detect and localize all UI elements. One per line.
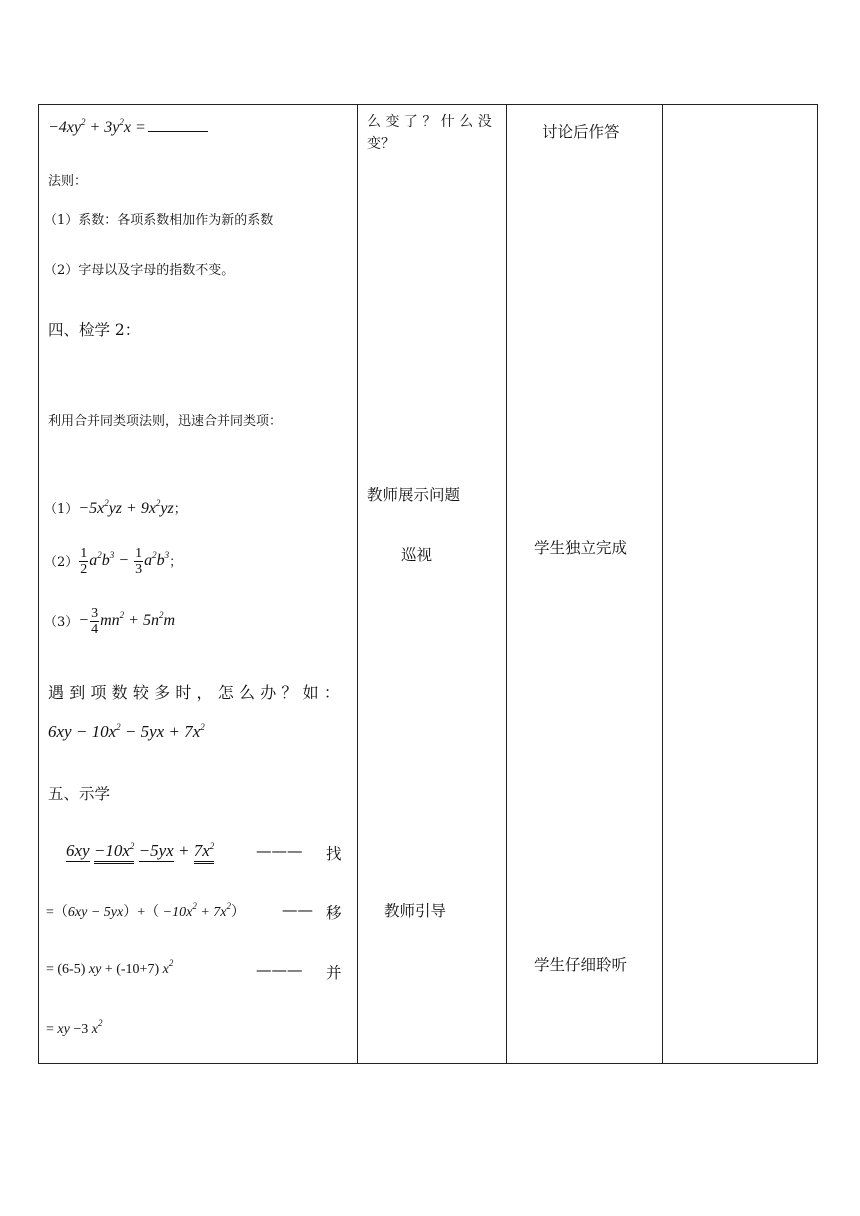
step-3-expr: = (6-5) xy + (-10+7) $x^2$ (46, 958, 174, 977)
step-3-dash: ——— (256, 961, 303, 979)
expr-top: $-4xy^2 + 3y^2x$ = (48, 119, 208, 137)
question-expr: $6xy - 10x^2 - 5yx + 7x^2$ (48, 722, 205, 741)
section-5-title: 五、示学 (48, 785, 111, 803)
step-2-word: 移 (326, 904, 342, 922)
rule-2: （2）字母以及字母的指数不变。 (44, 263, 235, 278)
column-divider (357, 105, 358, 1063)
column-divider (662, 105, 663, 1063)
section-4-title: 四、检学 2： (48, 321, 141, 339)
rule-1: （1）系数：各项系数相加作为新的系数 (44, 213, 274, 228)
exercise-2: （2） $\frac{1}{2}$ $a^2b^3$ − $\frac{1}{3}$ $a^2b^3$； (44, 546, 183, 577)
step-2-expr: $=(6xy - 5yx)+( -10x^2 + 7x^2)$ (46, 901, 245, 920)
step-2-dash: —— (282, 901, 313, 919)
exercise-1: $(1)-5x^2yz + 9x^2yz$； (44, 498, 187, 517)
question-line: 遇 到 项 数 较 多 时 ， 怎 么 办 ？ 如 ： (48, 683, 340, 702)
step-1-word: 找 (326, 845, 342, 863)
teacher-note-3: 巡视 (401, 546, 433, 564)
step-4-expr: = xy −3 $x^2$ (46, 1018, 103, 1037)
student-note-3: 学生仔细聆听 (534, 956, 628, 974)
instruction-text: 利用合并同类项法则，迅速合并同类项： (48, 414, 283, 429)
step-3-word: 并 (326, 964, 342, 982)
step-1-expr: $6xy -10x^2 -5yx + 7x^2$ (66, 841, 214, 861)
column-divider (506, 105, 507, 1063)
teacher-note-1: 么 变 了 ？ 什 么 没 变？ (367, 114, 492, 152)
exercise-3: （3）− $\frac{3}{4}$ $mn^2 + 5n^2m$ (44, 606, 175, 637)
teacher-note-2: 教师展示问题 (367, 486, 461, 504)
student-note-2: 学生独立完成 (534, 539, 628, 557)
rule-heading: 法则： (48, 174, 88, 189)
step-1-dash: ——— (256, 842, 303, 860)
teacher-note-4: 教师引导 (384, 902, 447, 920)
student-note-1: 讨论后作答 (542, 123, 620, 141)
